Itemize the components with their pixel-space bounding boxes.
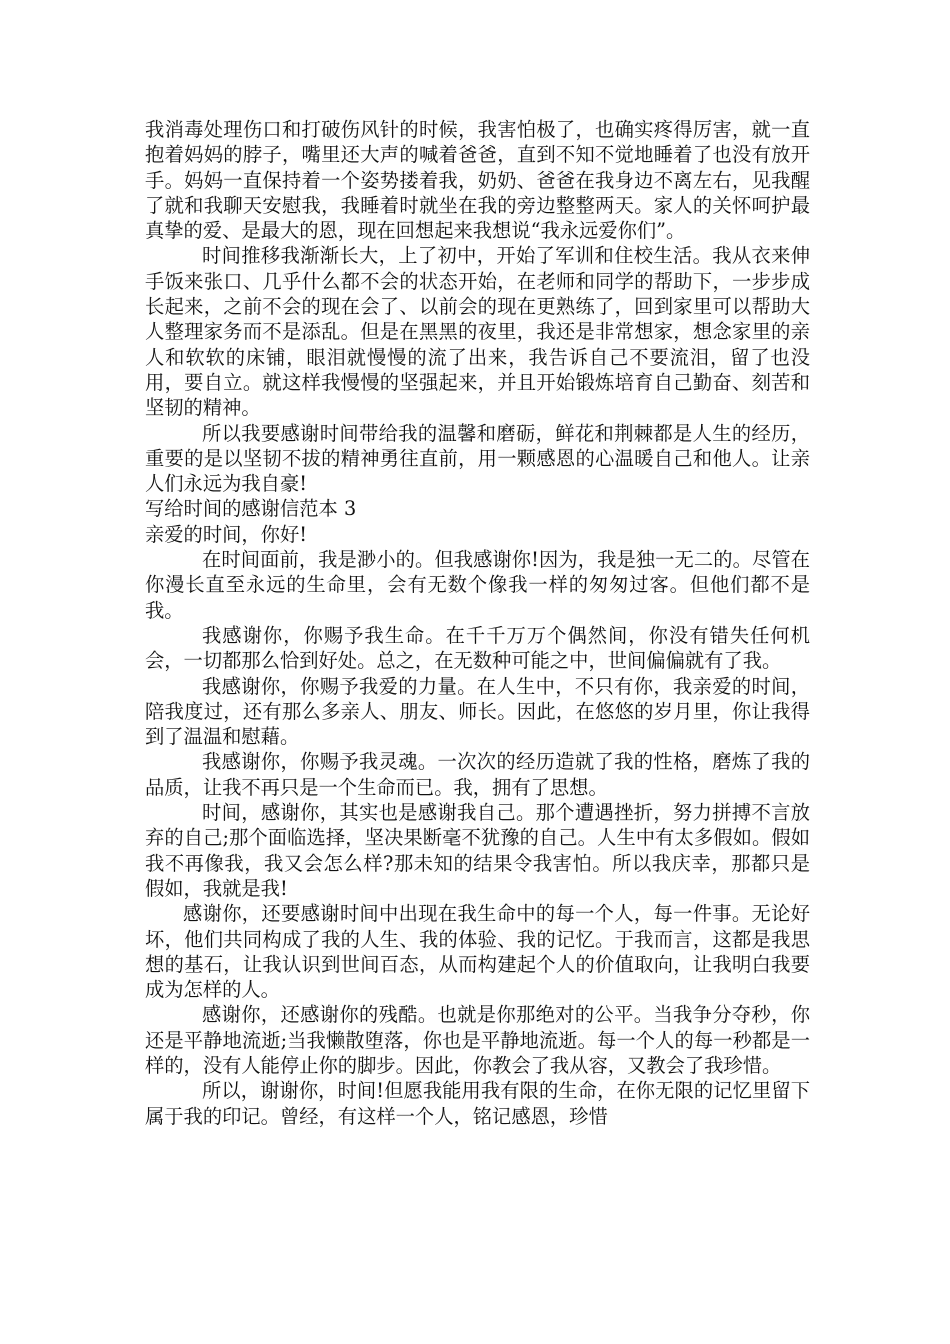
- paragraph-gratitude-conclusion: 所以我要感谢时间带给我的温馨和磨砺，鲜花和荆棘都是人生的经历，重要的是以坚韧不拔的精神勇往直前，用一颗感恩的心温暖自己和他人。让亲人们永远为我自豪!: [145, 421, 810, 496]
- paragraph-unique: 在时间面前，我是渺小的。但我感谢你!因为，我是独一无二的。尽管在你漫长直至永远的生命里，会有无数个像我一样的匆匆过客。但他们都不是我。: [145, 548, 810, 622]
- paragraph-thank-cruelty: 感谢你，还感谢你的残酷。也就是你那绝对的公平。当我争分夺秒，你还是平静地流逝;当我懒散堕落，你也是平静地流逝。每一个人的每一秒都是一样的，没有人能停止你的脚步。因此，你教会了我从容，又教会了我珍惜。: [145, 1003, 810, 1077]
- paragraph-final-thanks: 所以，谢谢你，时间!但愿我能用我有限的生命，在你无限的记忆里留下属于我的印记。曾经，有这样一个人，铭记感恩，珍惜: [145, 1079, 810, 1128]
- paragraph-growing-up: 时间推移我渐渐长大，上了初中，开始了军训和住校生活。我从衣来伸手饭来张口、几乎什么都不会的状态开始，在老师和同学的帮助下，一步步成长起来，之前不会的现在会了、以前会的现在更熟练了，回到家里可以帮助大人整理家务而不是添乱。但是在黑黑的夜里，我还是非常想家，想念家里的亲人和软软的床铺，眼泪就慢慢的流了出来，我告诉自己不要流泪，留了也没用，要自立。就这样我慢慢的坚强起来，并且开始锻炼培育自己勤奋、刻苦和坚韧的精神。: [145, 244, 810, 420]
- paragraph-thank-myself: 时间，感谢你，其实也是感谢我自己。那个遭遇挫折，努力拼搏不言放弃的自己;那个面临选择，坚决果断毫不犹豫的自己。人生中有太多假如。假如我不再像我，我又会怎么样?那未知的结果令我害怕。所以我庆幸，那都只是假如，我就是我!: [145, 801, 810, 900]
- section-heading: 写给时间的感谢信范本 3: [145, 497, 357, 521]
- paragraph-family-care: 我消毒处理伤口和打破伤风针的时候，我害怕极了，也确实疼得厉害，就一直抱着妈妈的脖子，嘴里还大声的喊着爸爸，直到不知不觉地睡着了也没有放开手。妈妈一直保持着一个姿势搂着我，奶奶、爸爸在我身边不离左右，见我醒了就和我聊天安慰我，我睡着时就坐在我的旁边整整两天。家人的关怀呵护最真挚的爱、是最大的恩，现在回想起来我想说“我永远爱你们”。: [145, 118, 810, 243]
- paragraph-gift-of-life: 我感谢你，你赐予我生命。在千千万万个偶然间，你没有错失任何机会，一切都那么恰到好处。总之，在无数种可能之中，世间偏偏就有了我。: [145, 623, 810, 673]
- paragraph-gift-of-soul: 我感谢你，你赐予我灵魂。一次次的经历造就了我的性格，磨炼了我的品质，让我不再只是一个生命而已。我，拥有了思想。: [145, 750, 810, 799]
- letter-greeting: 亲爱的时间，你好!: [145, 522, 307, 546]
- document-page: [145, 117, 810, 1129]
- paragraph-gift-of-love: 我感谢你，你赐予我爱的力量。在人生中，不只有你，我亲爱的时间，陪我度过，还有那么多亲人、朋友、师长。因此，在悠悠的岁月里，你让我得到了温温和慰藉。: [145, 674, 810, 749]
- paragraph-thank-people: 感谢你，还要感谢时间中出现在我生命中的每一个人，每一件事。无论好坏，他们共同构成了我的人生、我的体验、我的记忆。于我而言，这都是我思想的基石，让我认识到世间百态，从而构建起个人的价值取向，让我明白我要成为怎样的人。: [145, 902, 810, 1002]
